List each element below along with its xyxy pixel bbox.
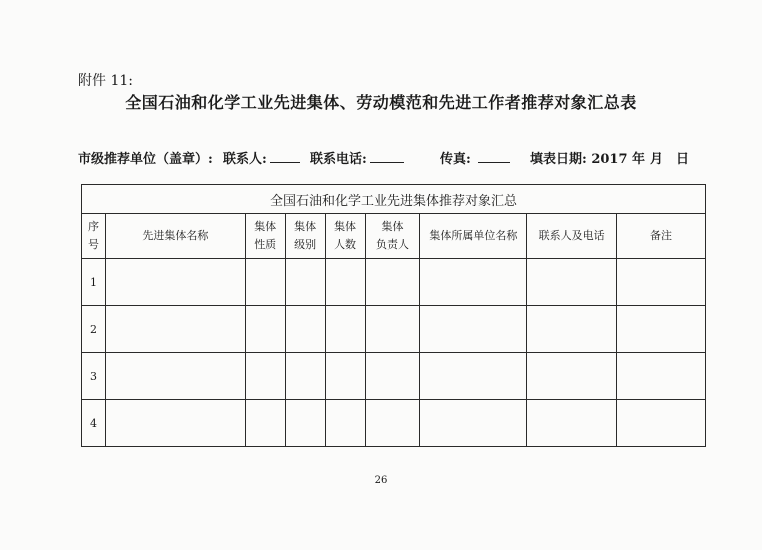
header-text: 号 (87, 238, 99, 251)
table-caption: 全国石油和化学工业先进集体推荐对象汇总 (82, 185, 706, 214)
row-number: 1 (82, 259, 106, 306)
header-text: 序 (87, 220, 99, 233)
table-cell-col-contact[interactable] (527, 353, 617, 400)
table-row (82, 353, 706, 400)
phone-blank (370, 148, 404, 163)
table-cell-col-leader[interactable] (365, 400, 420, 447)
table-row (82, 400, 706, 447)
header-text: 负责人 (375, 238, 409, 251)
table-cell-col-nature[interactable] (245, 306, 285, 353)
header-col-remarks (617, 214, 706, 259)
table-cell-col-level[interactable] (285, 306, 325, 353)
table-row (82, 306, 706, 353)
table-cell-col-leader[interactable] (365, 353, 420, 400)
row-number: 4 (82, 400, 106, 447)
table-cell-col-name[interactable] (105, 400, 245, 447)
month-label: 月 (650, 152, 664, 167)
header-text: 集体所属单位名称 (429, 229, 518, 242)
table-row (82, 259, 706, 306)
table-cell-col-count[interactable] (325, 353, 365, 400)
header-text: 性质 (254, 238, 277, 251)
attachment-label: 附件 11: (78, 73, 133, 89)
table-cell-col-nature[interactable] (245, 400, 285, 447)
table-cell-col-leader[interactable] (365, 259, 420, 306)
header-col-unit (420, 214, 527, 259)
table-cell-col-contact[interactable] (527, 400, 617, 447)
header-text: 集体 (381, 220, 404, 233)
table-cell-col-remarks[interactable] (617, 259, 706, 306)
table-cell-col-level[interactable] (285, 353, 325, 400)
unit-label: 市级推荐单位（盖章）: (78, 152, 213, 167)
header-col-leader (365, 214, 420, 259)
table-cell-col-level[interactable] (285, 400, 325, 447)
phone-label: 联系电话: (310, 152, 367, 167)
date-label: 填表日期: 2017 年 (530, 152, 646, 167)
table-cell-col-count[interactable] (325, 400, 365, 447)
table-cell-col-remarks[interactable] (617, 306, 706, 353)
page-number: 26 (374, 475, 388, 486)
table-cell-col-unit[interactable] (420, 353, 527, 400)
document-title: 全国石油和化学工业先进集体、劳动模范和先进工作者推荐对象汇总表 (125, 93, 637, 112)
header-text: 备注 (650, 229, 673, 242)
table-cell-col-level[interactable] (285, 259, 325, 306)
fax-blank (478, 148, 510, 163)
table-cell-col-name[interactable] (105, 306, 245, 353)
table-cell-col-nature[interactable] (245, 259, 285, 306)
table-cell-col-unit[interactable] (420, 259, 527, 306)
row-number: 3 (82, 353, 106, 400)
table-cell-col-leader[interactable] (365, 306, 420, 353)
table-cell-col-nature[interactable] (245, 353, 285, 400)
header-col-count (325, 214, 365, 259)
header-text: 人数 (334, 238, 357, 251)
header-text: 先进集体名称 (142, 229, 209, 242)
table-cell-col-name[interactable] (105, 353, 245, 400)
header-text: 联系人及电话 (538, 229, 605, 242)
contact-label: 联系人: (223, 152, 267, 167)
table-cell-col-name[interactable] (105, 259, 245, 306)
header-text: 级别 (294, 238, 317, 251)
collective-summary-table (81, 184, 706, 447)
table-cell-col-remarks[interactable] (617, 353, 706, 400)
table-cell-col-contact[interactable] (527, 259, 617, 306)
header-col-name (105, 214, 245, 259)
day-label: 日 (676, 152, 690, 167)
header-col-nature (245, 214, 285, 259)
table-cell-col-remarks[interactable] (617, 400, 706, 447)
fax-label: 传真: (440, 152, 471, 167)
header-text: 集体 (334, 220, 357, 233)
table-cell-col-count[interactable] (325, 306, 365, 353)
table-cell-col-contact[interactable] (527, 306, 617, 353)
row-number: 2 (82, 306, 106, 353)
header-col-contact (527, 214, 617, 259)
header-text: 集体 (294, 220, 317, 233)
header-text: 集体 (254, 220, 277, 233)
table-cell-col-unit[interactable] (420, 400, 527, 447)
table-cell-col-unit[interactable] (420, 306, 527, 353)
header-col-level (285, 214, 325, 259)
contact-blank (270, 148, 300, 163)
header-col-seq (82, 214, 106, 259)
table-cell-col-count[interactable] (325, 259, 365, 306)
